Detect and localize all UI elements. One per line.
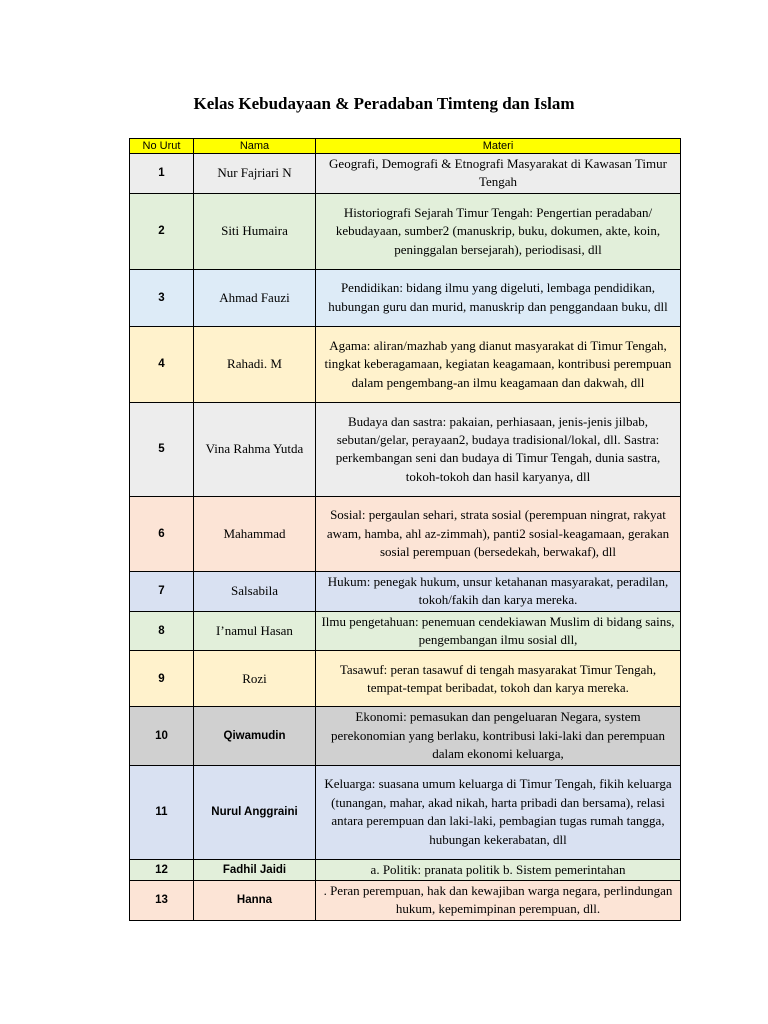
- row-name: Hanna: [194, 881, 316, 921]
- row-number: 3: [130, 269, 194, 326]
- table-row: [130, 269, 681, 326]
- table-row: [130, 651, 681, 707]
- row-name: Nur Fajriari N: [194, 154, 316, 194]
- row-name: Qiwamudin: [194, 707, 316, 765]
- row-topic: Ilmu pengetahuan: penemuan cendekiawan Muslim di bidang sains, pengembangan ilmu sosial dll,: [316, 611, 681, 651]
- topic-table: [129, 138, 681, 921]
- row-number: 5: [130, 402, 194, 496]
- row-topic: Pendidikan: bidang ilmu yang digeluti, lembaga pendidikan, hubungan guru dan murid, manuskrip dan penggandaan buku, dll: [316, 269, 681, 326]
- table-row: [130, 496, 681, 571]
- row-name: Rahadi. M: [194, 326, 316, 402]
- row-name: Nurul Anggraini: [194, 765, 316, 859]
- row-number: 7: [130, 571, 194, 611]
- row-topic: Budaya dan sastra: pakaian, perhiasaan, jenis-jenis jilbab, sebutan/gelar, perayaan2, budaya tradisional/lokal, dll. Sastra: perkembangan seni dan budaya di Timur Tengah, dunia sastra, tokoh-tokoh dan hasil karyanya, dll: [316, 402, 681, 496]
- header-nama: Nama: [194, 139, 316, 154]
- row-number: 4: [130, 326, 194, 402]
- table-row: [130, 881, 681, 921]
- row-topic: Keluarga: suasana umum keluarga di Timur Tengah, fikih keluarga (tunangan, mahar, akad nikah, harta pribadi dan bersama), relasi antara perempuan dan laki-laki, pembagian tugas rumah tangga, hubungan kekerabatan, dll: [316, 765, 681, 859]
- row-topic: Hukum: penegak hukum, unsur ketahanan masyarakat, peradilan, tokoh/fakih dan karya mereka.: [316, 571, 681, 611]
- row-number: 6: [130, 496, 194, 571]
- header-materi: Materi: [316, 139, 681, 154]
- table-row: [130, 707, 681, 765]
- row-number: 12: [130, 859, 194, 880]
- row-name: Fadhil Jaidi: [194, 859, 316, 880]
- row-name: Mahammad: [194, 496, 316, 571]
- row-name: Ahmad Fauzi: [194, 269, 316, 326]
- row-topic: . Peran perempuan, hak dan kewajiban warga negara, perlindungan hukum, kepemimpinan perempuan, dll.: [316, 881, 681, 921]
- row-topic: Geografi, Demografi & Etnografi Masyarakat di Kawasan Timur Tengah: [316, 154, 681, 194]
- row-topic: Historiografi Sejarah Timur Tengah: Pengertian peradaban/ kebudayaan, sumber2 (manuskrip, buku, dokumen, akte, koin, peninggalan bersejarah), periodisasi, dll: [316, 193, 681, 269]
- table-row: [130, 859, 681, 880]
- table-row: [130, 611, 681, 651]
- table-row: [130, 765, 681, 859]
- table-row: [130, 154, 681, 194]
- row-number: 8: [130, 611, 194, 651]
- table-row: [130, 402, 681, 496]
- row-name: Rozi: [194, 651, 316, 707]
- row-number: 11: [130, 765, 194, 859]
- row-name: Siti Humaira: [194, 193, 316, 269]
- document-title: Kelas Kebudayaan & Peradaban Timteng dan Islam: [193, 94, 575, 113]
- table-row: [130, 193, 681, 269]
- row-number: 1: [130, 154, 194, 194]
- header-no-urut: No Urut: [130, 139, 194, 154]
- row-topic: Ekonomi: pemasukan dan pengeluaran Negara, system perekonomian yang berlaku, kontribusi laki-laki dan perempuan dalam ekonomi keluarga,: [316, 707, 681, 765]
- table-row: [130, 571, 681, 611]
- table-row: [130, 326, 681, 402]
- table-header-row: [130, 139, 681, 154]
- row-number: 9: [130, 651, 194, 707]
- row-name: I’namul Hasan: [194, 611, 316, 651]
- row-number: 2: [130, 193, 194, 269]
- row-name: Salsabila: [194, 571, 316, 611]
- row-topic: Sosial: pergaulan sehari, strata sosial (perempuan ningrat, rakyat awam, hamba, ahl az-zimmah), panti2 sosial-keagamaan, gerakan sosial perempuan (bersedekah, berwakaf), dll: [316, 496, 681, 571]
- row-topic: Tasawuf: peran tasawuf di tengah masyarakat Timur Tengah, tempat-tempat beribadat, tokoh dan karya mereka.: [316, 651, 681, 707]
- row-name: Vina Rahma Yutda: [194, 402, 316, 496]
- row-number: 13: [130, 881, 194, 921]
- row-topic: Agama: aliran/mazhab yang dianut masyarakat di Timur Tengah, tingkat keberagamaan, kegiatan keagamaan, kontribusi perempuan dalam pengembang-an ilmu keagamaan dan dakwah, dll: [316, 326, 681, 402]
- row-topic: a. Politik: pranata politik b. Sistem pemerintahan: [316, 859, 681, 880]
- row-number: 10: [130, 707, 194, 765]
